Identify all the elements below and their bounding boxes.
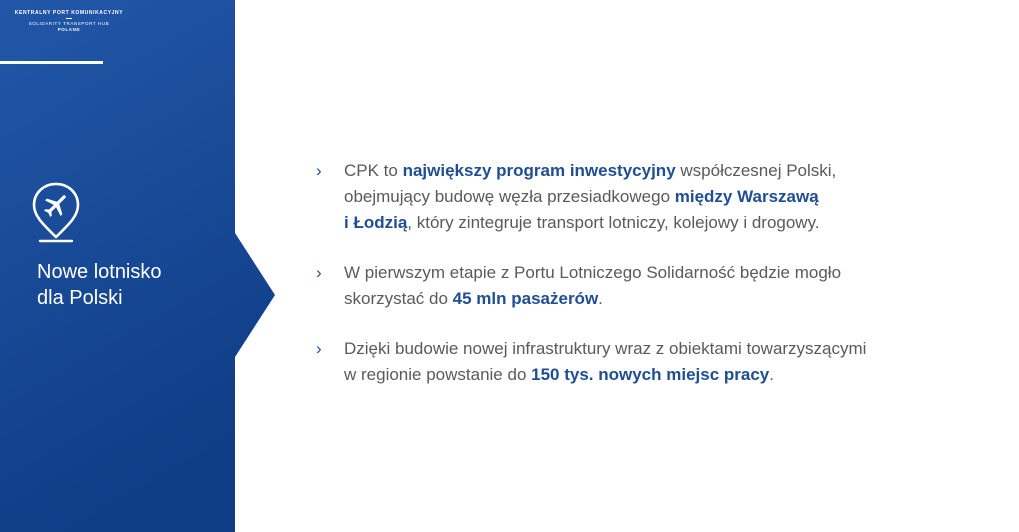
highlighted-text: i Łodzią	[344, 213, 408, 232]
brand-logo	[0, 10, 138, 33]
body-text: , który zintegruje transport lotniczy, kolejowy i drogowy.	[407, 213, 820, 232]
body-text: obejmujący budowę węzła przesiadkowego	[344, 187, 675, 206]
panel-title	[37, 259, 227, 311]
body-text: skorzystać do	[344, 289, 453, 308]
bullet-text	[344, 336, 976, 388]
logo-divider	[66, 18, 72, 19]
body-text: W pierwszym etapie z Portu Lotniczego Solidarność będzie mogło	[344, 263, 842, 282]
bullet-list	[316, 158, 976, 412]
body-text: współczesnej Polski,	[675, 161, 837, 180]
chevron-right-icon: ›	[316, 161, 322, 180]
bullet-text	[344, 158, 976, 236]
bullet-item	[316, 158, 976, 236]
highlighted-text: 150 tys. nowych miejsc pracy	[531, 365, 770, 384]
side-panel	[0, 0, 276, 532]
body-text: Dzięki budowie nowej infrastruktury wraz z obiektami towarzyszącymi	[344, 339, 867, 358]
bullet-text	[344, 260, 976, 312]
highlighted-text: między Warszawą	[674, 187, 819, 206]
airport-pin-icon	[30, 180, 82, 246]
highlighted-text: największy program inwestycyjny	[402, 161, 676, 180]
bullet-item	[316, 260, 976, 312]
bullet-item	[316, 336, 976, 388]
panel-title-line-1: Nowe lotnisko	[37, 261, 162, 283]
chevron-right-icon: ›	[316, 263, 322, 282]
chevron-right-icon: ›	[316, 339, 322, 358]
highlighted-text: 45 mln pasażerów	[452, 289, 599, 308]
logo-line-3: POLAND	[57, 27, 81, 32]
body-text: .	[769, 365, 774, 384]
body-text: w regionie powstanie do	[344, 365, 532, 384]
logo-line-1: KENTRALNY PORT KOMUNIKACYJNY	[14, 10, 124, 16]
logo-line-2: SOLIDARITY TRANSPORT HUB	[28, 21, 110, 26]
body-text: .	[598, 289, 603, 308]
header-rule	[0, 61, 103, 64]
body-text: CPK to	[344, 161, 403, 180]
panel-title-line-2: dla Polski	[37, 287, 123, 309]
